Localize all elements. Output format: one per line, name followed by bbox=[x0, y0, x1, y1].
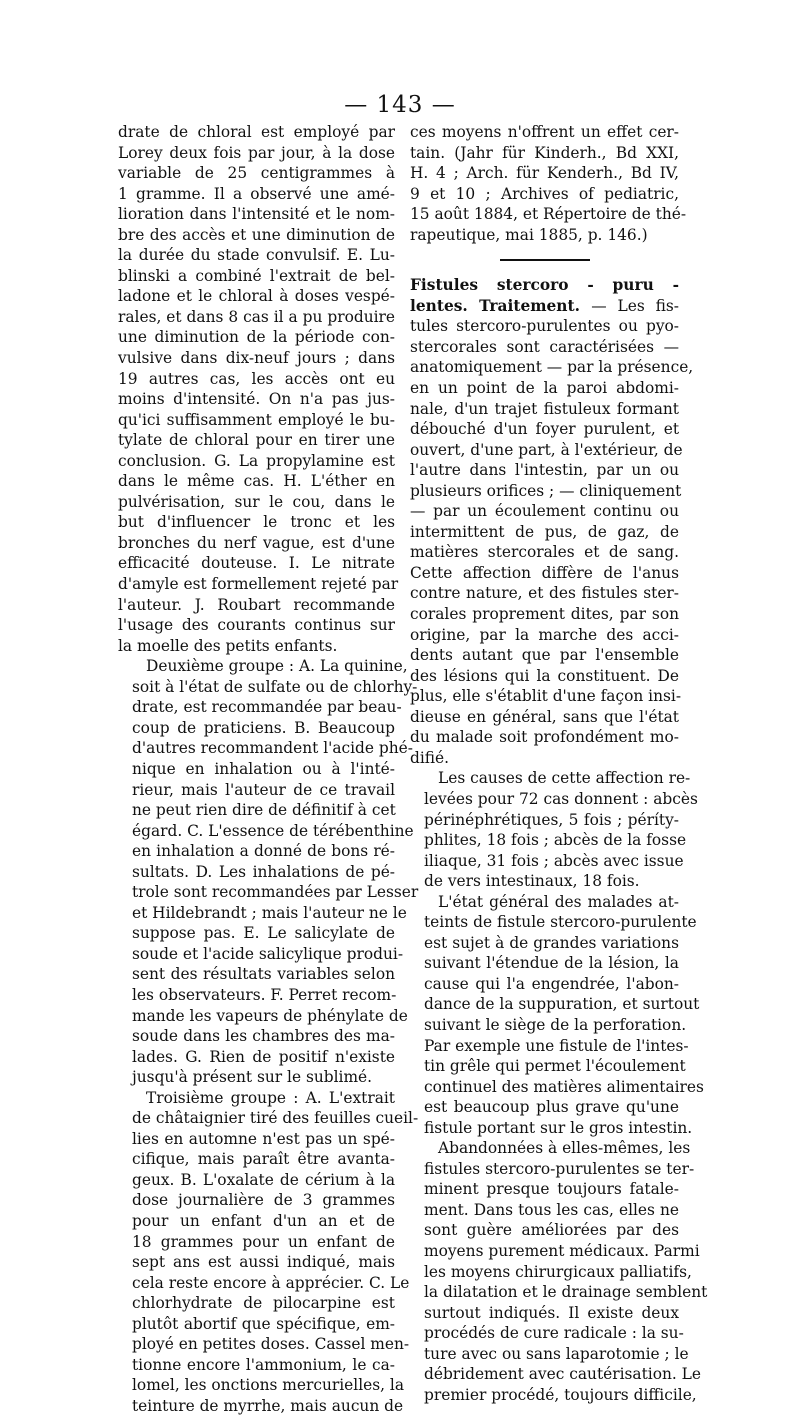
text-line: suivant le siège de la perforation. bbox=[424, 1015, 687, 1034]
text-line: origine, par la marche des acci- bbox=[410, 625, 679, 644]
text-line: jusqu'à présent sur le sublimé. bbox=[132, 1068, 373, 1087]
text-line: cela reste encore à apprécier. C. Le bbox=[132, 1273, 410, 1292]
text-line: ployé en petites doses. Cassel men- bbox=[132, 1335, 410, 1354]
paragraph bbox=[410, 768, 698, 891]
text-line: but d'influencer le tronc et les bbox=[118, 513, 395, 532]
text-line: qu'ici suffisamment employé le bu- bbox=[118, 410, 395, 429]
text-line: intermittent de pus, de gaz, de bbox=[410, 522, 679, 541]
text-line: nale, d'un trajet fistuleux formant bbox=[410, 399, 679, 418]
text-line: bronches du nerf vague, est d'une bbox=[118, 533, 395, 552]
text-line: suivant l'étendue de la lésion, la bbox=[424, 954, 679, 973]
section-divider bbox=[500, 259, 590, 261]
right-column bbox=[410, 122, 708, 1405]
text-line: sont guère améliorées par des bbox=[424, 1221, 679, 1240]
text-line: ladone et le chloral à doses vespé- bbox=[118, 287, 395, 306]
text-line: est beaucoup plus grave qu'une bbox=[424, 1098, 679, 1117]
text-line: Par exemple une fistule de l'intes- bbox=[424, 1036, 689, 1055]
text-line: les moyens chirurgicaux palliatifs, bbox=[424, 1262, 692, 1281]
text-line: variable de 25 centigrammes à bbox=[118, 164, 395, 183]
paragraph bbox=[410, 122, 687, 245]
text-line: dents autant que par l'ensemble bbox=[410, 646, 679, 665]
text-line: surtout indiqués. Il existe deux bbox=[424, 1303, 679, 1322]
text-line: sultats. D. Les inhalations de pé- bbox=[132, 862, 395, 881]
text-line: débridement avec cautérisation. Le bbox=[424, 1365, 701, 1384]
text-line: soude dans les chambres des ma- bbox=[132, 1027, 395, 1046]
text-line: d'amyle est formellement rejeté par bbox=[118, 575, 399, 594]
text-line: conclusion. G. La propylamine est bbox=[118, 451, 395, 470]
text-line: iliaque, 31 fois ; abcès avec issue bbox=[424, 851, 684, 870]
paragraph bbox=[118, 1088, 419, 1416]
text-line: de châtaignier tiré des feuilles cueil- bbox=[132, 1109, 419, 1128]
text-line: la durée du stade convulsif. E. Lu- bbox=[118, 246, 395, 265]
text-line: teints de fistule stercoro-purulente bbox=[424, 913, 697, 932]
text-line: 18 grammes pour un enfant de bbox=[132, 1232, 395, 1251]
text-line: corales proprement dites, par son bbox=[410, 605, 679, 624]
text-line: difié. bbox=[410, 748, 450, 767]
text-line: cifique, mais paraît être avanta- bbox=[132, 1150, 395, 1169]
text-line: tin grêle qui permet l'écoulement bbox=[424, 1057, 686, 1076]
text-line: L'état général des malades at- bbox=[438, 892, 679, 911]
text-line: tionne encore l'ammonium, le ca- bbox=[132, 1355, 395, 1374]
text-line: stercorales sont caractérisées — bbox=[410, 337, 679, 356]
text-line: rieur, mais l'auteur de ce travail bbox=[132, 780, 395, 799]
text-line: 15 août 1884, et Répertoire de thé- bbox=[410, 205, 687, 224]
text-line: dance de la suppuration, et surtout bbox=[424, 995, 700, 1014]
text-line: lioration dans l'intensité et le nom- bbox=[118, 205, 395, 224]
text-line: dans le même cas. H. L'éther en bbox=[118, 472, 395, 491]
text-line: contre nature, et des fistules ster- bbox=[410, 584, 679, 603]
text-line: ouvert, d'une part, à l'extérieur, de bbox=[410, 440, 683, 459]
text-line: ment. Dans tous les cas, elles ne bbox=[424, 1200, 679, 1219]
text-line: efficacité douteuse. I. Le nitrate bbox=[118, 554, 395, 573]
text-line: — par un écoulement continu ou bbox=[410, 502, 679, 521]
text-line: drate, est recommandée par beau- bbox=[132, 698, 402, 717]
text-line: mande les vapeurs de phénylate de bbox=[132, 1006, 408, 1025]
text-line: Les causes de cette affection re- bbox=[438, 769, 691, 788]
text-line: est sujet à de grandes variations bbox=[424, 933, 679, 952]
text-line: lentes. Traitement. — Les fis- bbox=[410, 296, 679, 315]
text-line: rapeutique, mai 1885, p. 146.) bbox=[410, 225, 648, 244]
text-line: en inhalation a donné de bons ré- bbox=[132, 842, 395, 861]
text-line: suppose pas. E. Le salicylate de bbox=[132, 924, 395, 943]
text-line: levées pour 72 cas donnent : abcès bbox=[424, 789, 698, 808]
text-line: sent des résultats variables selon bbox=[132, 965, 395, 984]
text-line: trole sont recommandées par Lesser bbox=[132, 883, 419, 902]
text-line: l'usage des courants continus sur bbox=[118, 616, 395, 635]
text-line: soude et l'acide salicylique produi- bbox=[132, 944, 404, 963]
text-line: continuel des matières alimentaires bbox=[424, 1077, 704, 1096]
text-line: des lésions qui la constituent. De bbox=[410, 666, 679, 685]
right-column-continuation bbox=[410, 122, 687, 245]
text-line: tules stercoro-purulentes ou pyo- bbox=[410, 317, 679, 336]
text-line: Fistules stercoro - puru - bbox=[410, 276, 679, 295]
text-line: débouché d'un foyer purulent, et bbox=[410, 420, 679, 439]
text-line: anatomiquement — par la présence, bbox=[410, 358, 694, 377]
text-line: lies en automne n'est pas un spé- bbox=[132, 1129, 395, 1148]
text-line: moins d'intensité. On n'a pas jus- bbox=[118, 390, 395, 409]
page-number: — 143 — bbox=[344, 92, 456, 118]
text-line: en un point de la paroi abdomi- bbox=[410, 379, 679, 398]
text-line: nique en inhalation ou à l'inté- bbox=[132, 759, 395, 778]
text-line: vulsive dans dix-neuf jours ; dans bbox=[118, 349, 395, 368]
text-line: premier procédé, toujours difficile, bbox=[424, 1385, 697, 1404]
text-line: teinture de myrrhe, mais aucun de bbox=[132, 1396, 404, 1415]
text-line: la moelle des petits enfants. bbox=[118, 636, 338, 655]
text-line: Abandonnées à elles-mêmes, les bbox=[438, 1139, 691, 1158]
text-line: lades. G. Rien de positif n'existe bbox=[132, 1047, 395, 1066]
text-line: pulvérisation, sur le cou, dans le bbox=[118, 492, 395, 511]
text-line: ne peut rien dire de définitif à cet bbox=[132, 801, 396, 820]
text-line: de vers intestinaux, 18 fois. bbox=[424, 872, 640, 891]
text-line: Cette affection diffère de l'anus bbox=[410, 563, 679, 582]
text-line: plusieurs orifices ; — cliniquement bbox=[410, 481, 682, 500]
text-line: procédés de cure radicale : la su- bbox=[424, 1324, 684, 1343]
text-line: d'autres recommandent l'acide phé- bbox=[132, 739, 413, 758]
text-line: tylate de chloral pour en tirer une bbox=[118, 431, 395, 450]
text-line: dieuse en général, sans que l'état bbox=[410, 707, 679, 726]
text-line: tain. (Jahr für Kinderh., Bd XXI, bbox=[410, 143, 679, 162]
text-line: bre des accès et une diminution de bbox=[118, 225, 395, 244]
text-line: égard. C. L'essence de térébenthine bbox=[132, 821, 414, 840]
text-line: l'auteur. J. Roubart recommande bbox=[118, 595, 395, 614]
text-line: la dilatation et le drainage semblent bbox=[424, 1283, 708, 1302]
text-line: dose journalière de 3 grammes bbox=[132, 1191, 395, 1210]
text-line: l'autre dans l'intestin, par un ou bbox=[410, 461, 679, 480]
text-line: plutôt abortif que spécifique, em- bbox=[132, 1314, 395, 1333]
section-heading: lentes. Traitement. bbox=[410, 296, 592, 315]
text-line: et Hildebrandt ; mais l'auteur ne le bbox=[132, 903, 407, 922]
text-line: une diminution de la période con- bbox=[118, 328, 395, 347]
text-line: moyens purement médicaux. Parmi bbox=[424, 1241, 700, 1260]
text-line: lomel, les onctions mercurielles, la bbox=[132, 1376, 405, 1395]
text-line: blinski a combiné l'extrait de bel- bbox=[118, 266, 395, 285]
text-line: minent presque toujours fatale- bbox=[424, 1180, 679, 1199]
text-line: drate de chloral est employé par bbox=[118, 123, 395, 141]
text-line: matières stercorales et de sang. bbox=[410, 543, 679, 562]
text-line: 9 et 10 ; Archives of pediatric, bbox=[410, 184, 679, 203]
text-line: rales, et dans 8 cas il a pu produire bbox=[118, 307, 395, 326]
text-line: Deuxième groupe : A. La quinine, bbox=[146, 657, 408, 676]
paragraph bbox=[118, 122, 399, 656]
text-line: ture avec ou sans laparotomie ; le bbox=[424, 1344, 689, 1363]
text-line: Troisième groupe : A. L'extrait bbox=[146, 1088, 395, 1107]
text-line: geux. B. L'oxalate de cérium à la bbox=[132, 1170, 395, 1189]
text-line: 1 gramme. Il a observé une amé- bbox=[118, 184, 395, 203]
text-line: coup de praticiens. B. Beaucoup bbox=[132, 718, 395, 737]
text-line: chlorhydrate de pilocarpine est bbox=[132, 1294, 395, 1313]
text-line: pour un enfant d'un an et de bbox=[132, 1211, 395, 1230]
text-line: ces moyens n'offrent un effet cer- bbox=[410, 123, 679, 141]
paragraph bbox=[118, 656, 419, 1087]
text-line: les observateurs. F. Perret recom- bbox=[132, 985, 397, 1004]
text-line: phlites, 18 fois ; abcès de la fosse bbox=[424, 831, 687, 850]
left-column bbox=[118, 122, 419, 1416]
text-line: fistule portant sur le gros intestin. bbox=[424, 1118, 693, 1137]
text-line: périnéphrétiques, 5 fois ; péríty- bbox=[424, 810, 679, 829]
text-line: Lorey deux fois par jour, à la dose bbox=[118, 143, 395, 162]
text-line: sept ans est aussi indiqué, mais bbox=[132, 1253, 395, 1272]
paragraph bbox=[410, 892, 704, 1139]
text-line: plus, elle s'établit d'une façon insi- bbox=[410, 687, 682, 706]
text-line: fistules stercoro-purulentes se ter- bbox=[424, 1159, 695, 1178]
text-line: soit à l'état de sulfate ou de chlorhy- bbox=[132, 677, 418, 696]
paragraph bbox=[410, 275, 694, 768]
section-fistules bbox=[410, 275, 708, 1405]
text-line: 19 autres cas, les accès ont eu bbox=[118, 369, 395, 388]
text-line: du malade soit profondément mo- bbox=[410, 728, 679, 747]
text-line: cause qui l'a engendrée, l'abon- bbox=[424, 974, 679, 993]
paragraph bbox=[410, 1138, 708, 1405]
text-line: H. 4 ; Arch. für Kenderh., Bd IV, bbox=[410, 164, 679, 183]
